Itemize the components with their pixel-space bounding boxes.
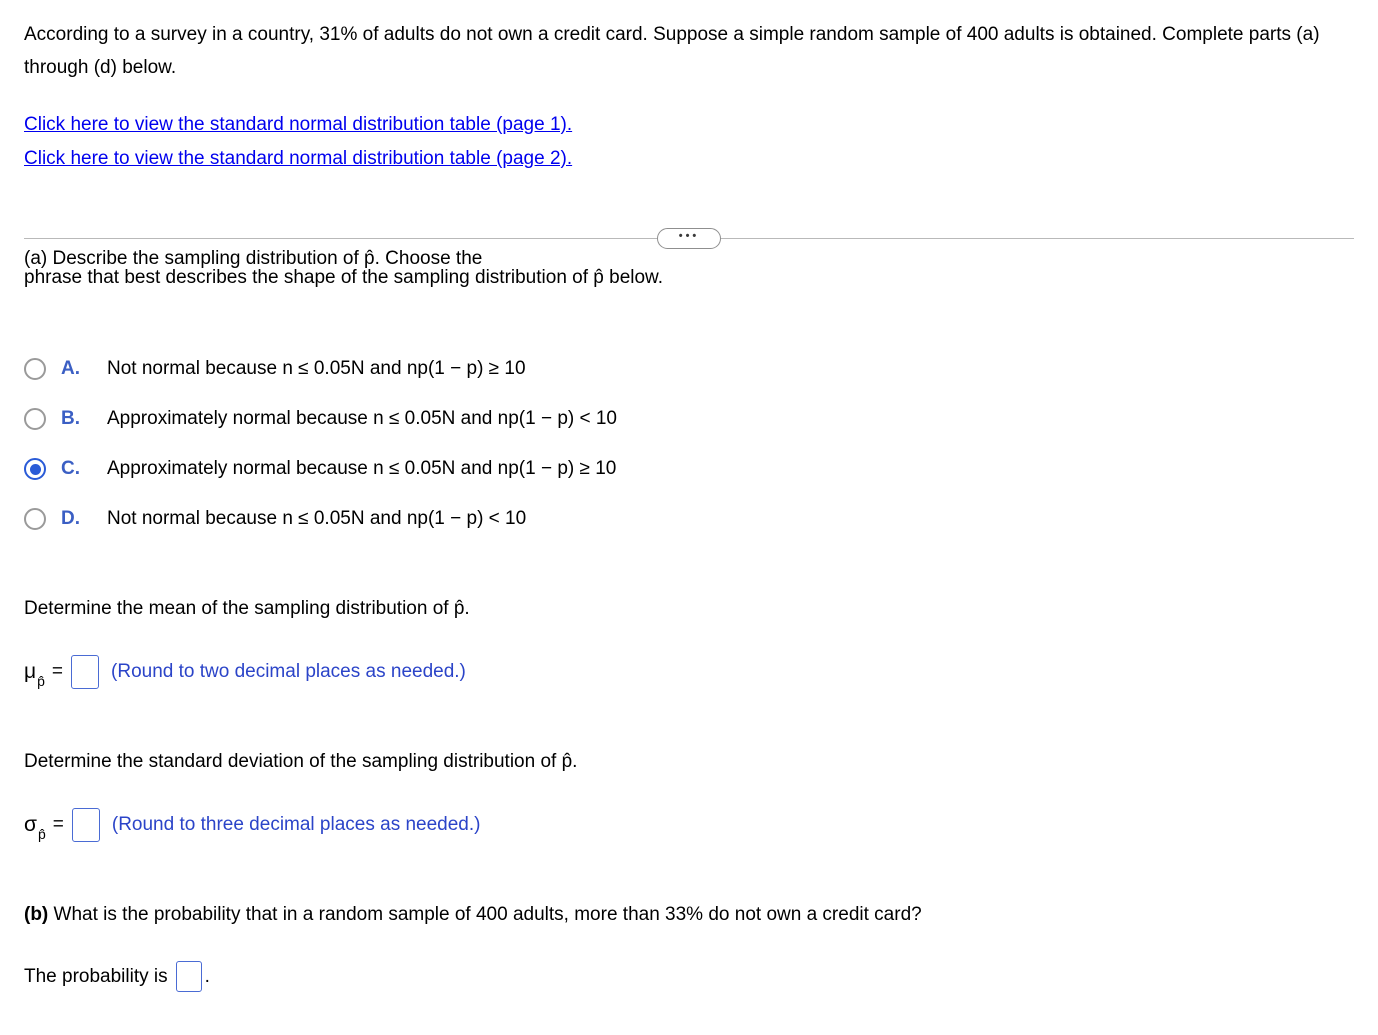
ellipsis-icon: ••• bbox=[678, 230, 700, 242]
probability-answer-row bbox=[24, 961, 1354, 992]
option-letter: B. bbox=[61, 408, 80, 429]
mean-rounding-hint: (Round to two decimal places as needed.) bbox=[111, 661, 466, 682]
radio-option-b[interactable] bbox=[24, 408, 46, 430]
sd-prompt: Determine the standard deviation of the sampling distribution of p̂. bbox=[24, 751, 578, 772]
option-text: Approximately normal because n ≤ 0.05N and np(1 − p) < 10 bbox=[107, 408, 618, 429]
sd-answer-row bbox=[24, 808, 1354, 842]
probability-input[interactable] bbox=[176, 961, 202, 992]
question-text: phrase that best describes the shape of the sampling distribution of p̂ below. bbox=[24, 267, 664, 288]
mean-prompt: Determine the mean of the sampling distribution of p̂. bbox=[24, 598, 470, 619]
option-text: Approximately normal because n ≤ 0.05N and np(1 − p) ≥ 10 bbox=[107, 458, 617, 479]
radio-dot bbox=[30, 364, 41, 375]
option-row-c bbox=[24, 444, 1354, 494]
sigma-phat-symbol bbox=[24, 813, 46, 842]
sd-input[interactable] bbox=[72, 808, 100, 842]
sigma-symbol: σ bbox=[24, 813, 37, 836]
section-divider bbox=[24, 230, 1354, 242]
table-links bbox=[24, 108, 1354, 176]
clipped-text-line: (a) Describe the sampling distribution of p̂. Choose the bbox=[24, 248, 483, 269]
equals-sign: = bbox=[51, 661, 64, 682]
equals-sign: = bbox=[52, 814, 64, 835]
mean-answer-row bbox=[24, 655, 1354, 689]
mu-symbol: μ bbox=[24, 660, 37, 683]
sd-rounding-hint: (Round to three decimal places as needed.) bbox=[111, 814, 481, 835]
option-letter: A. bbox=[61, 358, 80, 379]
option-letter: C. bbox=[61, 458, 80, 479]
option-row-d bbox=[24, 494, 1354, 544]
radio-dot bbox=[30, 464, 41, 475]
radio-dot bbox=[30, 514, 41, 525]
question-intro: According to a survey in a country, 31% of adults do not own a credit card. Suppose a simple random sample of 400 adults is obtained. Complete parts (a) through (d) below. bbox=[24, 24, 1320, 78]
option-letter: D. bbox=[61, 508, 80, 529]
part-b-label: (b) bbox=[24, 904, 49, 925]
part-b-text: What is the probability that in a random sample of 400 adults, more than 33% do not own a credit card? bbox=[48, 904, 922, 925]
radio-option-a[interactable] bbox=[24, 358, 46, 380]
normal-table-link-page1[interactable]: Click here to view the standard normal distribution table (page 1). bbox=[24, 114, 573, 135]
option-row-a bbox=[24, 344, 1354, 394]
radio-dot bbox=[30, 414, 41, 425]
mu-phat-symbol bbox=[24, 660, 45, 689]
answer-options bbox=[24, 344, 1354, 544]
part-b-question bbox=[24, 898, 1354, 931]
option-row-b bbox=[24, 394, 1354, 444]
divider-expander-button[interactable] bbox=[657, 228, 721, 249]
mean-input[interactable] bbox=[71, 655, 99, 689]
phat-subscript: p̂ bbox=[37, 826, 46, 842]
phat-subscript: p̂ bbox=[37, 673, 45, 689]
radio-option-c[interactable] bbox=[24, 458, 46, 480]
option-text: Not normal because n ≤ 0.05N and np(1 − p) < 10 bbox=[107, 508, 527, 529]
normal-table-link-page2[interactable]: Click here to view the standard normal distribution table (page 2). bbox=[24, 148, 573, 169]
period-text: . bbox=[204, 965, 210, 987]
option-text: Not normal because n ≤ 0.05N and np(1 − p) ≥ 10 bbox=[107, 358, 526, 379]
probability-label: The probability is bbox=[24, 965, 168, 987]
radio-option-d[interactable] bbox=[24, 508, 46, 530]
